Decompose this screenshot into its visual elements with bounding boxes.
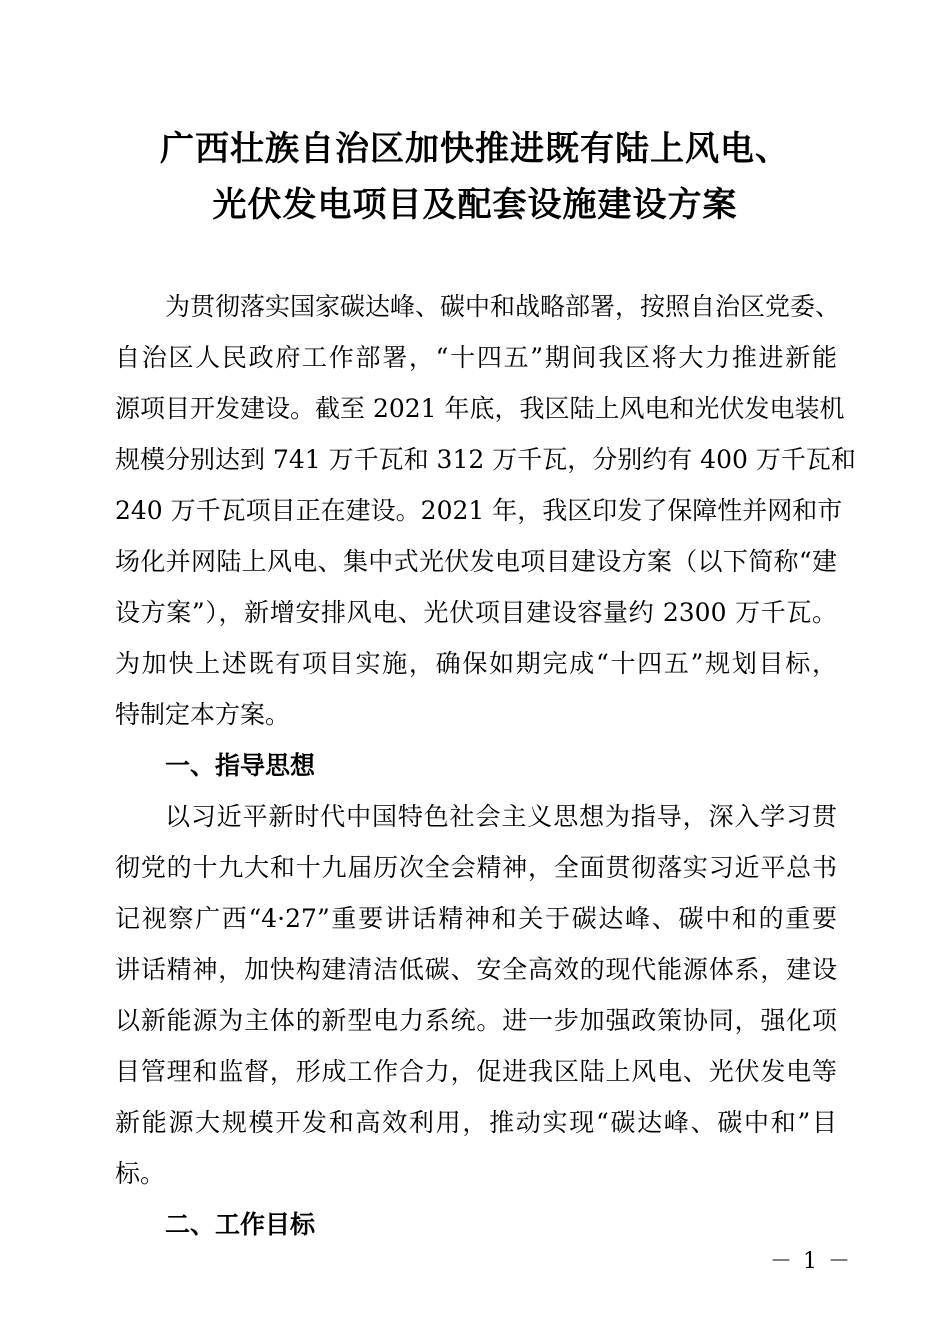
document-title-line-1: 广西壮族自治区加快推进既有陆上风电、 (160, 129, 790, 169)
section-1-line-5: 以新能源为主体的新型电力系统。进一步加强政策协同，强化项 (115, 1006, 837, 1035)
intro-line-8: 为加快上述既有项目实施，确保如期完成“十四五”规划目标， (115, 649, 837, 678)
section-1-line-3: 记视察广西“4·27”重要讲话精神和关于碳达峰、碳中和的重要 (115, 904, 837, 933)
intro-line-6: 场化并网陆上风电、集中式光伏发电项目建设方案（以下简称“建 (115, 547, 837, 576)
intro-line-9: 特制定本方案。 (115, 700, 291, 729)
intro-line-5: 240 万千瓦项目正在建设。2021 年，我区印发了保障性并网和市 (115, 496, 843, 525)
intro-line-7: 设方案”），新增安排风电、光伏项目建设容量约 2300 万千瓦。 (115, 598, 837, 627)
section-1-line-2: 彻党的十九大和十九届历次全会精神，全面贯彻落实习近平总书 (115, 853, 837, 882)
intro-line-1: 为贯彻落实国家碳达峰、碳中和战略部署，按照自治区党委、 (165, 292, 841, 321)
intro-line-3: 源项目开发建设。截至 2021 年底，我区陆上风电和光伏发电装机 (115, 394, 845, 423)
intro-line-4: 规模分别达到 741 万千瓦和 312 万千瓦，分别约有 400 万千瓦和 (115, 445, 856, 474)
section-1-line-8: 标。 (115, 1159, 166, 1188)
section-1-line-4: 讲话精神，加快构建清洁低碳、安全高效的现代能源体系，建设 (115, 955, 837, 984)
section-heading-work-goals: 二、工作目标 (165, 1210, 316, 1239)
section-1-line-1: 以习近平新时代中国特色社会主义思想为指导，深入学习贯 (165, 802, 837, 831)
document-title-line-2: 光伏发电项目及配套设施建设方案 (212, 185, 738, 225)
section-1-line-7: 新能源大规模开发和高效利用，推动实现“碳达峰、碳中和”目 (115, 1108, 837, 1137)
section-1-line-6: 目管理和监督，形成工作合力，促进我区陆上风电、光伏发电等 (115, 1057, 837, 1086)
section-heading-guiding-ideology: 一、指导思想 (165, 751, 316, 780)
page-number: － 1 － (770, 1249, 852, 1274)
intro-line-2: 自治区人民政府工作部署，“十四五”期间我区将大力推进新能 (115, 343, 837, 372)
